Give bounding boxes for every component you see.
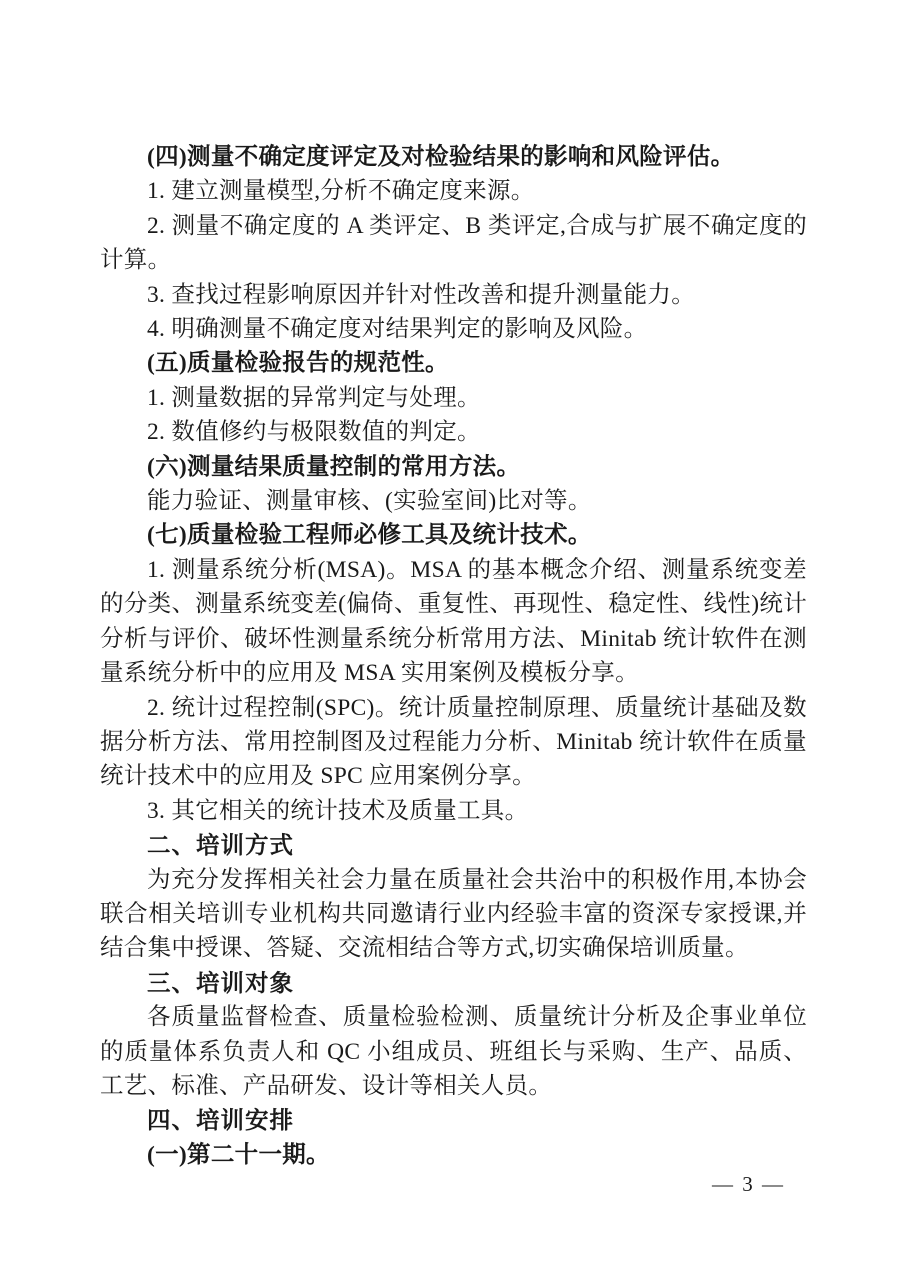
section-heading-4: (四)测量不确定度评定及对检验结果的影响和风险评估。 — [147, 144, 735, 170]
section-heading-7: (七)质量检验工程师必修工具及统计技术。 — [147, 522, 592, 549]
document-body — [100, 140, 807, 1172]
chapter-heading-2: 二、培训方式 — [147, 832, 294, 859]
list-item-4-4: 4. 明确测量不确定度对结果判定的影响及风险。 — [147, 316, 648, 343]
paragraph-audience: 各质量监督检查、质量检验检测、质量统计分析及企事业单位的质量体系负责人和 QC 小组成员、班组长与采购、生产、品质、工艺、标准、产品研发、设计等相关人员。 — [100, 1004, 807, 1099]
list-item-5-1: 1. 测量数据的异常判定与处理。 — [147, 384, 481, 411]
paragraph-method: 为充分发挥相关社会力量在质量社会共治中的积极作用,本协会联合相关培训专业机构共同邀请行业内经验丰富的资深专家授课,并结合集中授课、答疑、交流相结合等方式,切实确保培训质量。 — [100, 866, 807, 962]
list-item-4-3: 3. 查找过程影响原因并针对性改善和提升测量能力。 — [147, 281, 695, 308]
page-number: — 3 — — [712, 1172, 785, 1196]
list-item-4-2: 2. 测量不确定度的 A 类评定、B 类评定,合成与扩展不确定度的计算。 — [100, 212, 807, 274]
paragraph-6-body: 能力验证、测量审核、(实验室间)比对等。 — [147, 488, 592, 515]
list-item-7-2: 2. 统计过程控制(SPC)。统计质量控制原理、质量统计基础及数据分析方法、常用控制图及过程能力分析、Minitab 统计软件在质量统计技术中的应用及 SPC 应用案例分享。 — [100, 694, 807, 790]
chapter-heading-4: 四、培训安排 — [147, 1107, 294, 1134]
list-item-7-3: 3. 其它相关的统计技术及质量工具。 — [147, 797, 529, 824]
list-item-7-1: 1. 测量系统分析(MSA)。MSA 的基本概念介绍、测量系统变差的分类、测量系统变差(偏倚、重复性、再现性、稳定性、线性)统计分析与评价、破坏性测量系统分析常用方法、Minitab 统计软件在测量系统分析中的应用及 MSA 实用案例及模板分享。 — [100, 556, 807, 687]
list-item-5-2: 2. 数值修约与极限数值的判定。 — [147, 419, 481, 446]
chapter-heading-3: 三、培训对象 — [147, 969, 294, 996]
section-heading-6: (六)测量结果质量控制的常用方法。 — [147, 453, 521, 480]
subsection-heading-1: (一)第二十一期。 — [147, 1141, 330, 1168]
section-heading-5: (五)质量检验报告的规范性。 — [147, 350, 449, 377]
list-item-4-1: 1. 建立测量模型,分析不确定度来源。 — [147, 178, 535, 205]
